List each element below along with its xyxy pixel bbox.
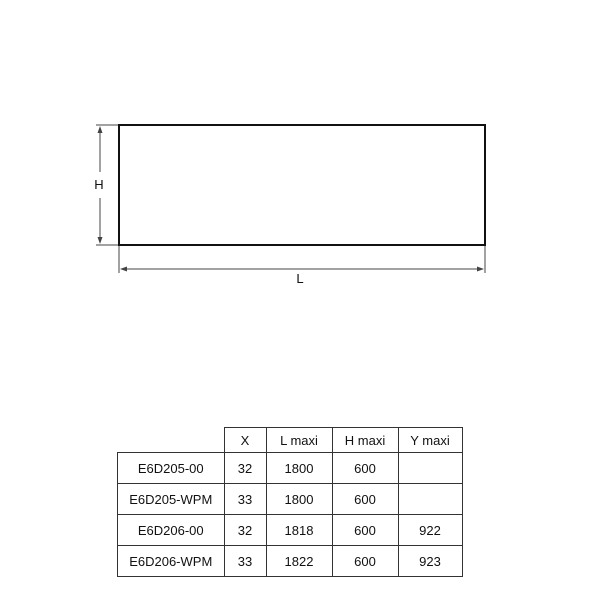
y-maxi-cell	[398, 484, 462, 515]
height-arrow-top	[98, 126, 103, 133]
model-cell: E6D205-WPM	[118, 484, 225, 515]
x-cell: 33	[224, 546, 266, 577]
l-maxi-cell: 1822	[266, 546, 332, 577]
spec-table	[117, 427, 463, 577]
table-corner-cell	[118, 428, 225, 453]
y-maxi-cell: 922	[398, 515, 462, 546]
model-cell: E6D206-WPM	[118, 546, 225, 577]
l-maxi-cell: 1800	[266, 484, 332, 515]
height-arrow-bottom	[98, 237, 103, 244]
table-row	[118, 515, 463, 546]
table-row	[118, 546, 463, 577]
table-row	[118, 453, 463, 484]
column-header-y-maxi: Y maxi	[398, 428, 462, 453]
x-cell: 33	[224, 484, 266, 515]
table-header-row	[118, 428, 463, 453]
model-cell: E6D205-00	[118, 453, 225, 484]
h-maxi-cell: 600	[332, 515, 398, 546]
y-maxi-cell: 923	[398, 546, 462, 577]
l-maxi-cell: 1800	[266, 453, 332, 484]
h-maxi-cell: 600	[332, 546, 398, 577]
model-cell: E6D206-00	[118, 515, 225, 546]
column-header-l-maxi: L maxi	[266, 428, 332, 453]
x-cell: 32	[224, 453, 266, 484]
length-arrow-right	[477, 267, 484, 272]
column-header-h-maxi: H maxi	[332, 428, 398, 453]
table-row	[118, 484, 463, 515]
height-label: H	[94, 177, 104, 192]
column-header-x: X	[224, 428, 266, 453]
l-maxi-cell: 1818	[266, 515, 332, 546]
h-maxi-cell: 600	[332, 453, 398, 484]
y-maxi-cell	[398, 453, 462, 484]
length-arrow-left	[120, 267, 127, 272]
panel-rectangle	[119, 125, 485, 245]
h-maxi-cell: 600	[332, 484, 398, 515]
length-label: L	[296, 271, 304, 286]
x-cell: 32	[224, 515, 266, 546]
